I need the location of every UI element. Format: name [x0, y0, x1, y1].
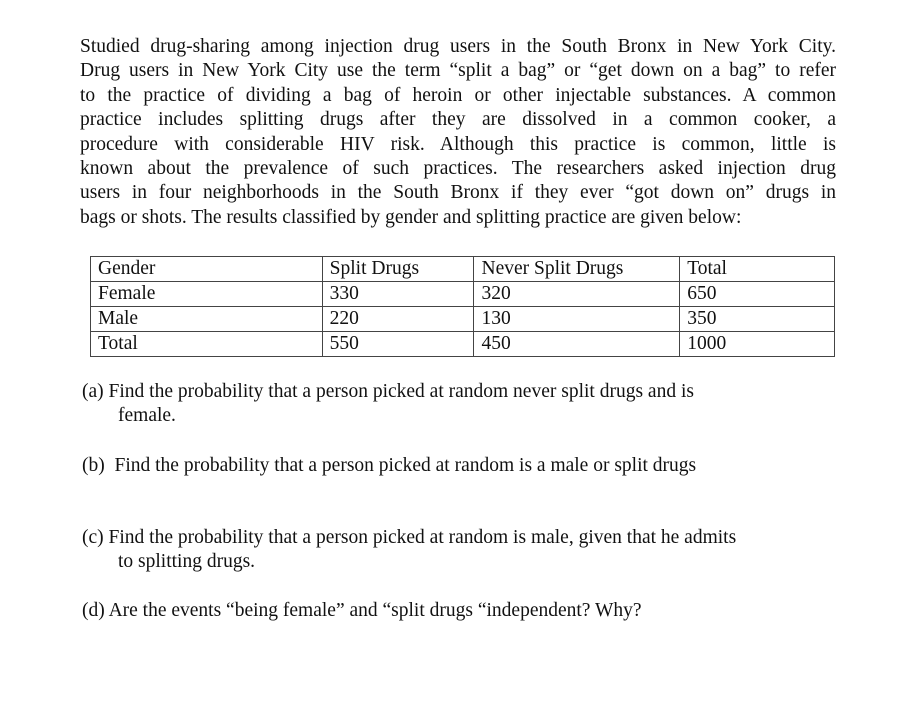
- table-cell: Female: [91, 282, 323, 307]
- question-marker: (c): [82, 527, 104, 548]
- intro-line: users in four neighborhoods in the South Bronx if they ever “got down on” drugs in: [80, 182, 836, 204]
- intro-line: Studied drug-sharing among injection drug users in the South Bronx in New York City.: [80, 36, 836, 57]
- gender-split-table: [90, 256, 835, 357]
- question-text: Find the probability that a person picked at random never split drugs and is: [108, 381, 694, 402]
- table-row: [91, 307, 835, 332]
- intro-line: practice includes splitting drugs after they are dissolved in a common cooker, a: [80, 109, 836, 131]
- intro-paragraph: [80, 35, 836, 230]
- question-d: [82, 599, 842, 623]
- question-text: Find the probability that a person picked at random is a male or split drugs: [114, 455, 697, 476]
- table-cell: 320: [474, 282, 680, 307]
- table-header-row: [91, 257, 835, 282]
- question-b: [82, 454, 842, 478]
- question-text-continued: female.: [118, 405, 176, 426]
- table-cell: 450: [474, 332, 680, 357]
- table-cell: Total: [91, 332, 323, 357]
- table-cell: Male: [91, 307, 323, 332]
- header-gender: Gender: [91, 257, 323, 282]
- intro-line: Drug users in New York City use the term “split a bag” or “get down on a bag” to refer: [80, 60, 836, 82]
- intro-line: known about the prevalence of such practices. The researchers asked injection drug: [80, 158, 836, 180]
- intro-line: procedure with considerable HIV risk. Although this practice is common, little is: [80, 133, 836, 155]
- intro-line: bags or shots. The results classified by gender and splitting practice are given below:: [80, 206, 742, 228]
- question-a: [82, 380, 842, 428]
- table-cell: 550: [322, 332, 474, 357]
- table-cell: 650: [680, 282, 835, 307]
- table-cell: 350: [680, 307, 835, 332]
- table-row: [91, 282, 835, 307]
- question-text: Are the events “being female” and “split drugs “independent? Why?: [108, 600, 642, 621]
- table-cell: 1000: [680, 332, 835, 357]
- question-text: Find the probability that a person picked at random is male, given that he admits: [108, 527, 737, 548]
- table-cell: 330: [322, 282, 474, 307]
- question-c: [82, 526, 842, 574]
- table-cell: 130: [474, 307, 680, 332]
- question-marker: (d): [82, 600, 105, 621]
- header-split-drugs: Split Drugs: [322, 257, 474, 282]
- header-total: Total: [680, 257, 835, 282]
- question-text-continued: to splitting drugs.: [118, 551, 256, 572]
- question-marker: (b): [82, 455, 105, 476]
- question-marker: (a): [82, 381, 104, 402]
- intro-line: to the practice of dividing a bag of heroin or other injectable substances. A common: [80, 84, 836, 106]
- table-cell: 220: [322, 307, 474, 332]
- table-row: [91, 332, 835, 357]
- header-never-split-drugs: Never Split Drugs: [474, 257, 680, 282]
